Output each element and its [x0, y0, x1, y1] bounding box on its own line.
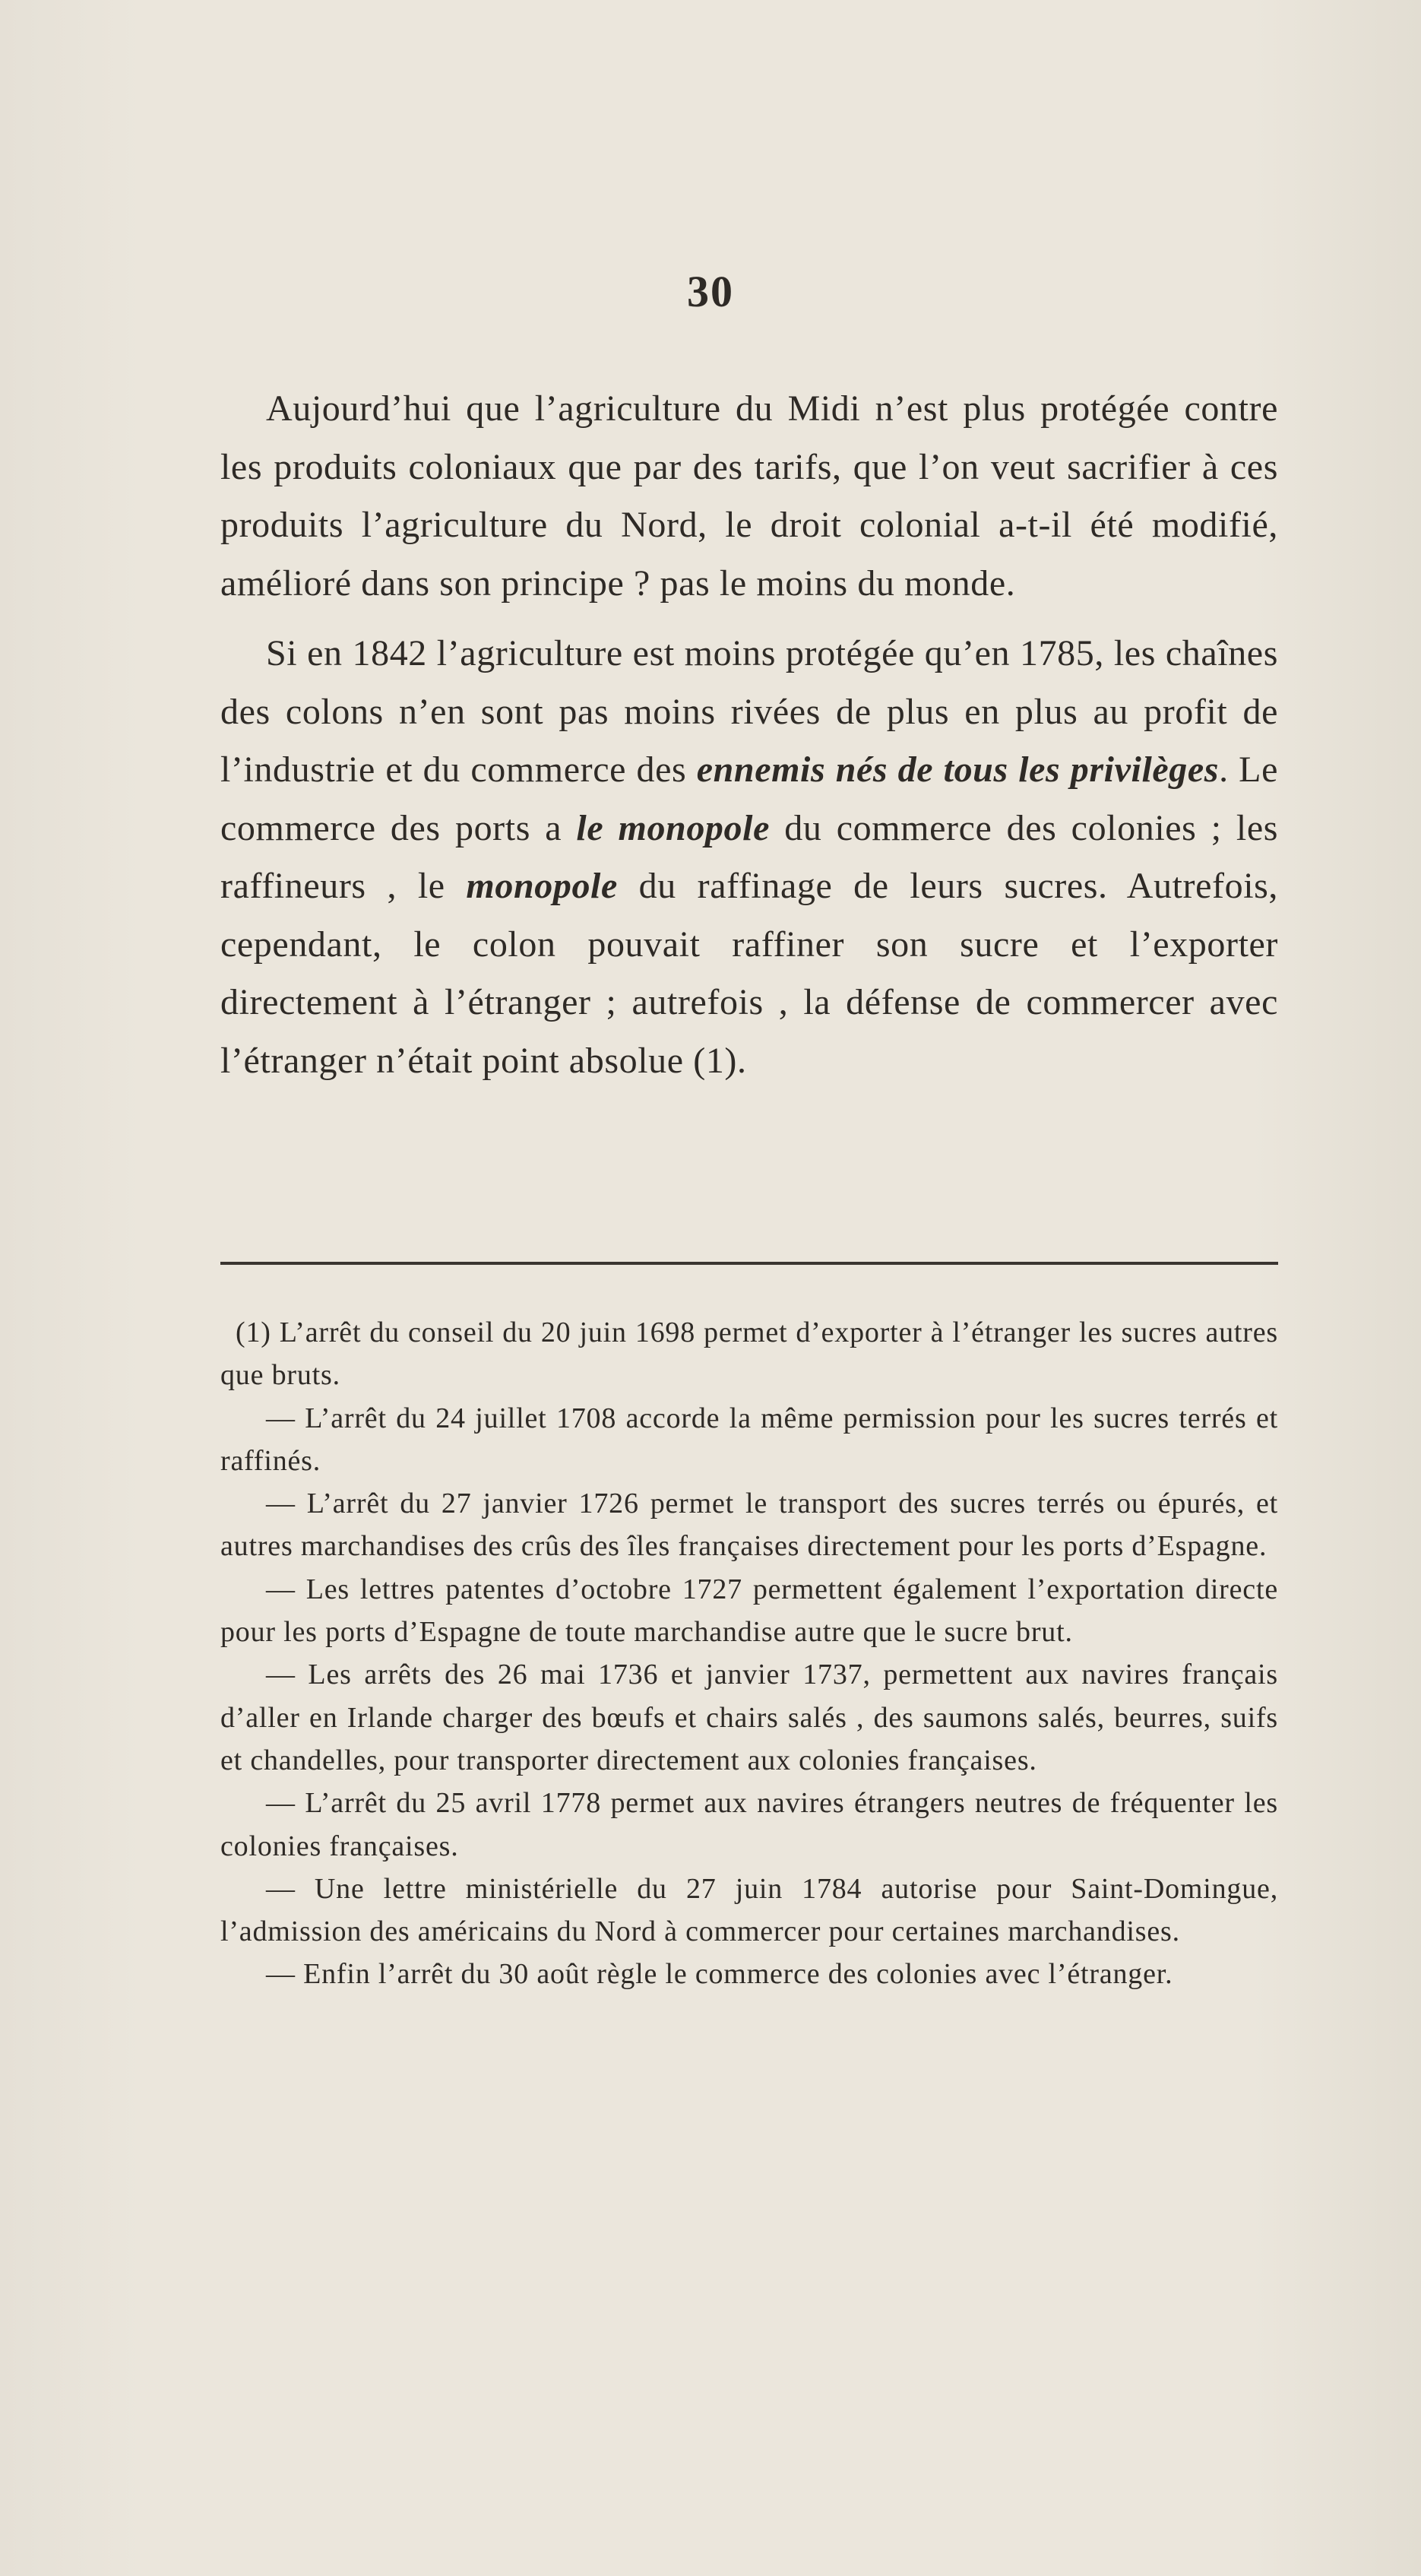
footnote: — L’arrêt du 27 janvier 1726 permet le transport des sucres terrés ou épurés, et autres marchandises des crûs des îles françaises directement pour les ports d’Espagne. — [220, 1488, 1278, 1563]
italic-phrase: ennemis nés de tous les privilèges — [696, 749, 1220, 790]
footnote: — L’arrêt du 24 juillet 1708 accorde la même permission pour les sucres terrés et raffinés. — [220, 1402, 1278, 1477]
paragraph-text: du commerce des colonies ; les raffineurs , le — [220, 807, 1279, 906]
paragraph-1 — [220, 380, 1278, 613]
paragraph-text: . Le commerce des ports a — [220, 749, 1278, 848]
footnote: — Les lettres patentes d’octobre 1727 permettent également l’exportation directe pour les ports d’Espagne de toute marchandise autre que le sucre brut. — [220, 1573, 1278, 1649]
footnotes — [220, 1311, 1278, 1996]
footnote: — L’arrêt du 25 avril 1778 permet aux navires étrangers neutres de fréquenter les colonies françaises. — [220, 1787, 1278, 1862]
paragraph-text: Si en 1842 l’agriculture est moins protégée qu’en 1785, les chaînes des colons n’en sont pas moins rivées de plus en plus au profit de l’industrie et du commerce des — [220, 633, 1278, 790]
paragraph-text: du raffinage de leurs sucres. Autrefois, cependant, le colon pouvait raffiner son sucre et l’exporter directement à l’étranger ; autrefois , la défense de commercer avec l’étranger n’était point absolue (1). — [220, 866, 1279, 1081]
footnote: (1) L’arrêt du conseil du 20 juin 1698 permet d’exporter à l’étranger les sucres autres que bruts. — [220, 1317, 1278, 1392]
main-text — [220, 380, 1278, 1102]
footnote: — Enfin l’arrêt du 30 août règle le commerce des colonies avec l’étranger. — [266, 1958, 1173, 1991]
paragraph-text: Aujourd’hui que l’agriculture du Midi n’est plus protégée contre les produits coloniaux que par des tarifs, que l’on veut sacrifier à ces produits l’agriculture du Nord, le droit colonial a-t-il été modifié, amélioré dans son principe ? pas le moins du monde. — [220, 388, 1278, 604]
page-number: 30 — [687, 267, 734, 316]
italic-phrase: monopole — [466, 866, 618, 906]
italic-phrase: le monopole — [576, 807, 770, 848]
footnote: — Les arrêts des 26 mai 1736 et janvier 1737, permettent aux navires français d’aller en Irlande charger des bœufs et chairs salés , des saumons salés, beurres, suifs et chandelles, pour transporter directement aux colonies françaises. — [220, 1659, 1278, 1776]
footnote-divider — [220, 1262, 1278, 1265]
paragraph-2 — [220, 625, 1278, 1090]
footnote: — Une lettre ministérielle du 27 juin 1784 autorise pour Saint-Domingue, l’admission des américains du Nord à commercer pour certaines marchandises. — [220, 1872, 1278, 1948]
